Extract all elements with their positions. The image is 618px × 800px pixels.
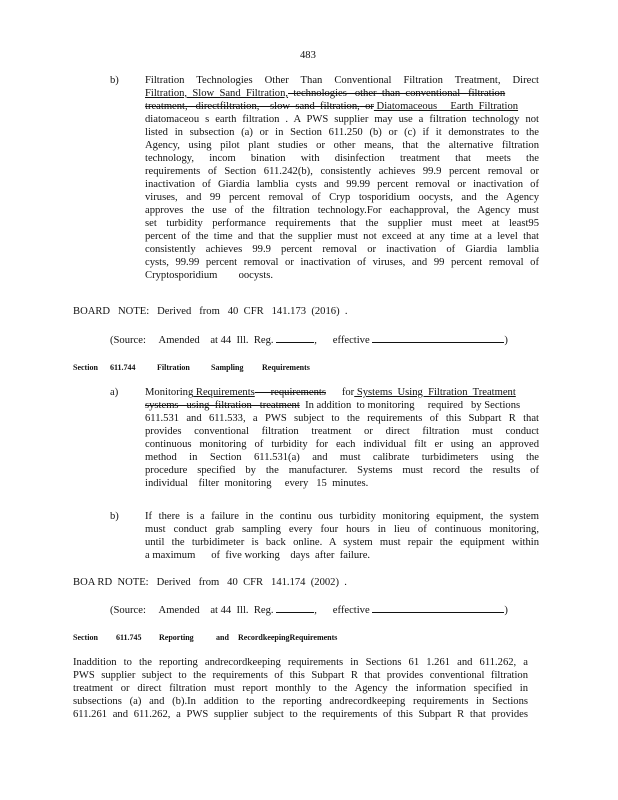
para-a-label: a): [110, 387, 119, 398]
section-label: Section: [73, 363, 98, 372]
body-line: approves the use of the filtration technology.For eachapproval, the Agency must: [145, 205, 539, 216]
body-line: PWS supplier subject to the requirements of this Subpart R that provides conventional filtration: [73, 670, 528, 681]
body-line: treatment or direct filtration must report monthly to the Agency the information specified in: [73, 683, 528, 694]
section-number: 611.744: [110, 363, 136, 372]
page-number: 483: [300, 50, 316, 61]
para-b1-line2: Filtration, Slow Sand Filtration, technologies other than conventional filtration: [145, 88, 506, 99]
body-line: diatomaceou s earth filtration . A PWS supplier may use a filtration technology not: [145, 114, 539, 125]
effective-blank: [372, 333, 504, 343]
body-line: individual filter monitoring every 15 minutes.: [145, 478, 369, 489]
body-line: Agency, using pilot plant studies or other means, that the alternative filtration: [145, 140, 539, 151]
section-label: Section: [73, 633, 98, 642]
reg-blank: [276, 333, 314, 343]
body-line: listed in subsection (a) or in Section 611.250 (b) or (c) if it demonstrates to the: [145, 127, 539, 138]
body-line: If there is a failure in the continu ous turbidity monitoring equipment, the system: [145, 511, 539, 522]
effective-blank: [372, 603, 504, 613]
body-line: requirements of Section 611.242(b), consistently achieves 99.9 percent removal or: [145, 166, 539, 177]
para-b1-label: b): [110, 75, 119, 86]
body-line: Inaddition to the reporting andrecordkeeping requirements in Sections 61 1.261 and 611.262, a: [73, 657, 528, 668]
board-note: BOARD NOTE: Derived from 40 CFR 141.173 (2016) .: [73, 306, 348, 317]
para-b1-line3: treatment, directfiltration, slow sand filtration, or Diatomaceous Earth Filtration: [145, 101, 519, 112]
para-a-line2: systems using filtration treatment In addition to monitoring required by Sections: [145, 400, 521, 411]
section-title-word: Filtration: [157, 363, 190, 372]
body-line: provides conventional filtration treatment or direct filtration must conduct: [145, 426, 539, 437]
section-title-word: Reporting: [159, 633, 194, 642]
para-b2-label: b): [110, 511, 119, 522]
body-line: a maximum of five working days after failure.: [145, 550, 371, 561]
body-line: cysts, 99.99 percent removal or inactivation of viruses, and 99 percent removal of: [145, 257, 539, 268]
body-line: 611.261 and 611.262, a PWS supplier subject to the requirements of this Subpart R that provides: [73, 709, 528, 720]
para-b1-line: Filtration Technologies Other Than Conventional Filtration Treatment, Direct: [145, 75, 539, 86]
section-title-word: RecordkeepingRequirements: [238, 633, 338, 642]
body-line: percent of the time and that the supplier must not exceed at any time at a level that: [145, 231, 539, 242]
body-line: until the turbidimeter is back online. A system must repair the equipment within: [145, 537, 539, 548]
source-note: (Source: Amended at 44 Ill. Reg. , effective ): [110, 605, 508, 616]
body-line: Cryptosporidium oocysts.: [145, 270, 274, 281]
body-line: viruses, and 99 percent removal of Cryp tosporidium oocysts, and the Agency: [145, 192, 539, 203]
board-note: BOA RD NOTE: Derived from 40 CFR 141.174 (2002) .: [73, 577, 347, 588]
body-line: consistently achieves 99.9 percent removal or inactivation of Giardia lamblia: [145, 244, 539, 255]
section-title-word: Sampling: [211, 363, 244, 372]
body-line: subsections (a) and (b).In addition to the reporting andrecordkeeping requirements in Sections: [73, 696, 528, 707]
body-line: must conduct grab sampling every four hours in lieu of continuous monitoring,: [145, 524, 539, 535]
section-number: 611.745: [116, 633, 142, 642]
section-title-word: Requirements: [262, 363, 310, 372]
para-a-line1: Monitoring Requirements requirements for Systems Using Filtration Treatment: [145, 387, 516, 398]
body-line: inactivation of Giardia lamblia cysts and 99.99 percent removal or inactivation of: [145, 179, 539, 190]
body-line: continuous monitoring of turbidity for each individual filt er using an approved: [145, 439, 539, 450]
body-line: procedure specified by the manufacturer. Systems must record the results of: [145, 465, 539, 476]
body-line: set turbidity performance requirements that the supplier must meet at least95: [145, 218, 539, 229]
body-line: method in Section 611.531(a) and must calibrate turbidimeters using the: [145, 452, 539, 463]
body-line: technology, incom bination with disinfection treatment that meets the: [145, 153, 539, 164]
source-note: (Source: Amended at 44 Ill. Reg. , effective ): [110, 335, 508, 346]
reg-blank: [276, 603, 314, 613]
section-title-word: and: [216, 633, 229, 642]
body-line: 611.531 and 611.533, a PWS subject to the requirements of this Subpart R that: [145, 413, 539, 424]
